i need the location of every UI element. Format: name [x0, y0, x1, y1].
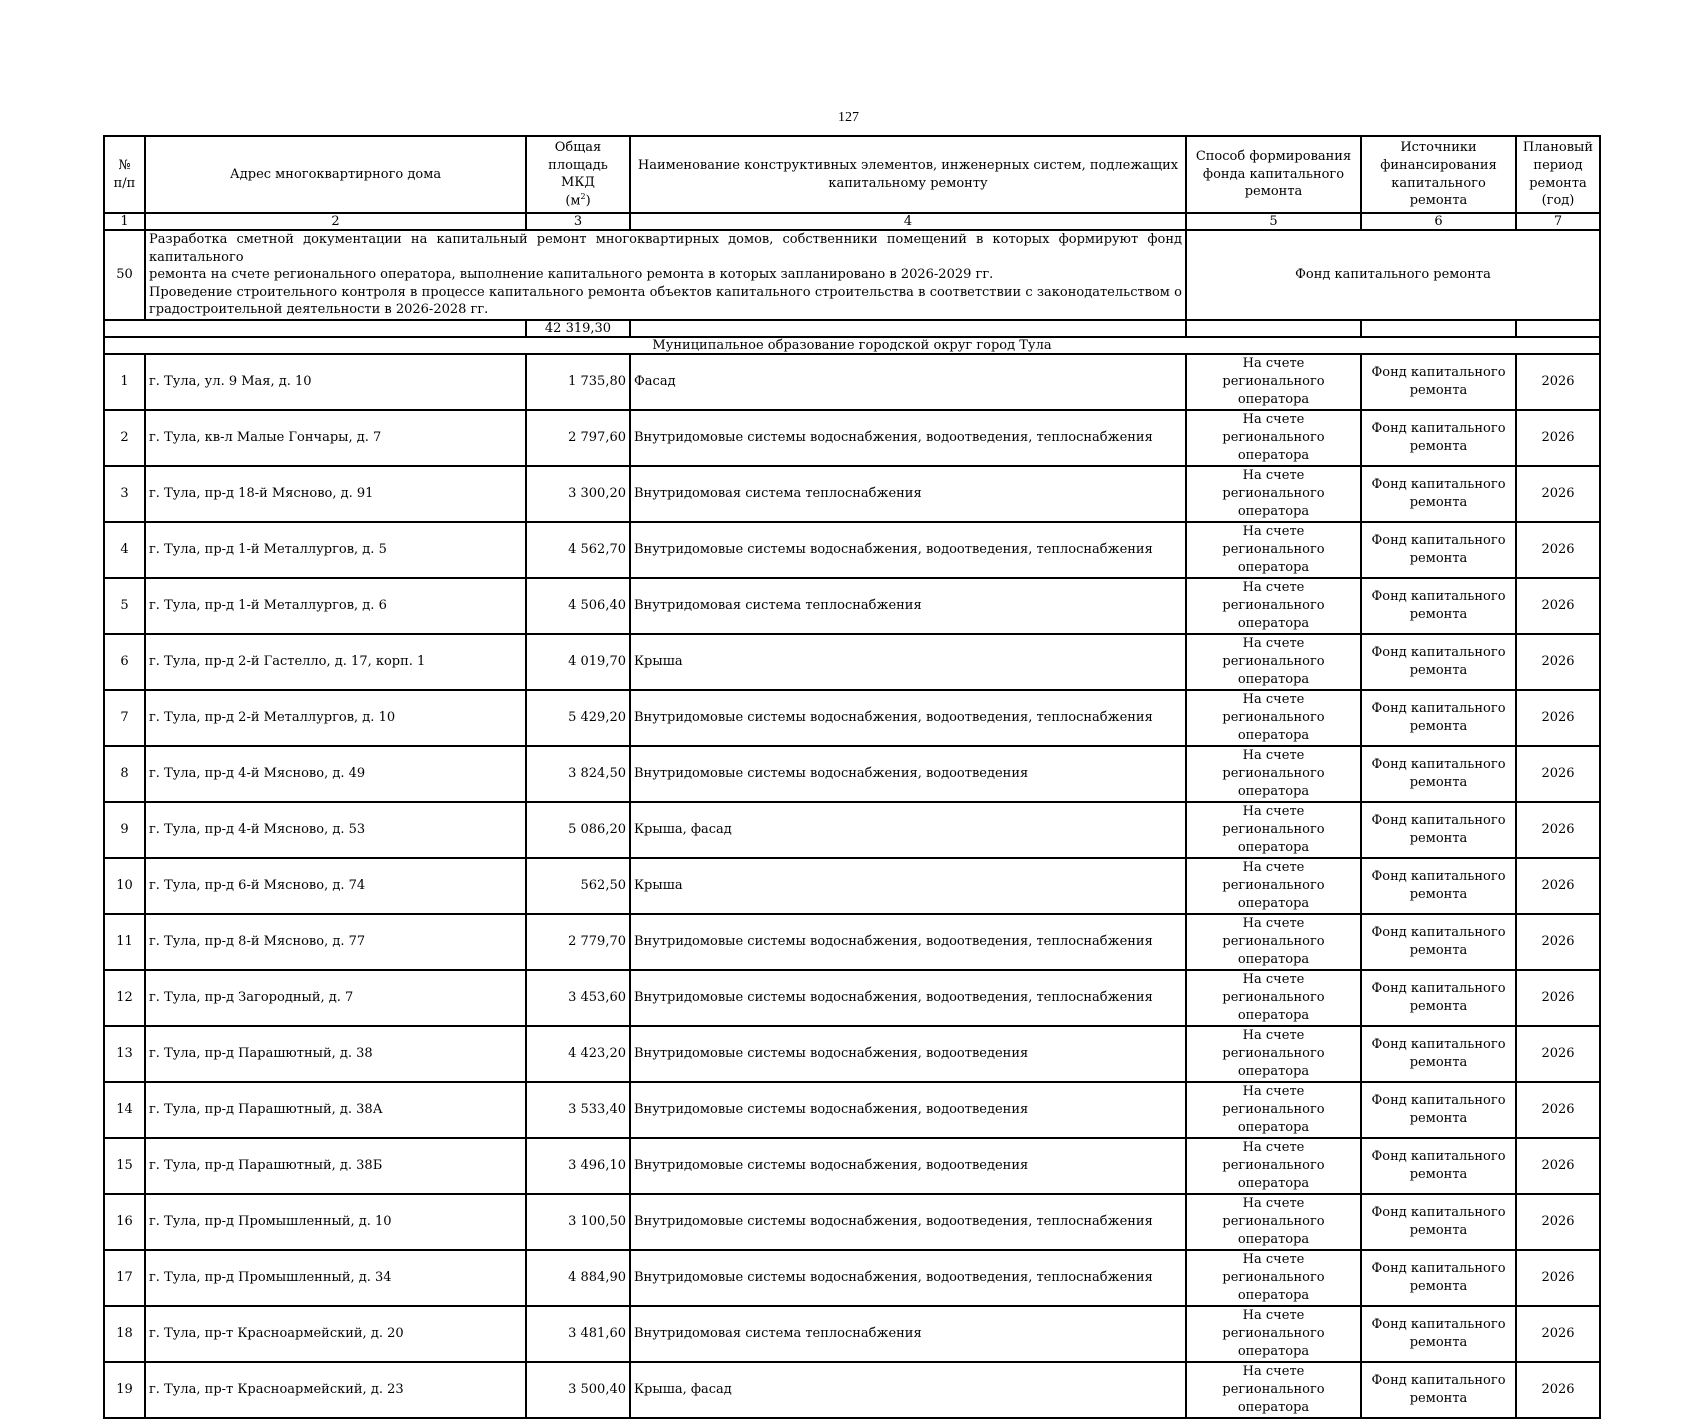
row-works: Внутридомовые системы водоснабжения, водоотведения, теплоснабжения	[630, 914, 1186, 970]
row-area: 3 824,50	[526, 746, 630, 802]
row-source: Фонд капитального ремонта	[1361, 914, 1516, 970]
column-number-row	[104, 213, 1600, 230]
row-area: 4 562,70	[526, 522, 630, 578]
header-source: Источники финансирования капитального ремонта	[1361, 136, 1516, 213]
column-number: 6	[1361, 213, 1516, 230]
row-number: 11	[104, 914, 145, 970]
row-works: Крыша, фасад	[630, 802, 1186, 858]
row-area: 1 735,80	[526, 354, 630, 410]
row-source: Фонд капитального ремонта	[1361, 1306, 1516, 1362]
row-method: На счете регионального оператора	[1186, 1194, 1361, 1250]
row-method: На счете регионального оператора	[1186, 858, 1361, 914]
municipality-title: Муниципальное образование городской округ город Тула	[104, 337, 1600, 354]
row-address: г. Тула, пр-д 4-й Мясново, д. 49	[145, 746, 526, 802]
row-source: Фонд капитального ремонта	[1361, 522, 1516, 578]
row-number: 3	[104, 466, 145, 522]
row-source: Фонд капитального ремонта	[1361, 858, 1516, 914]
row-number: 6	[104, 634, 145, 690]
table-row	[104, 1082, 1600, 1138]
row-area: 2 779,70	[526, 914, 630, 970]
row-address: г. Тула, пр-д Промышленный, д. 10	[145, 1194, 526, 1250]
row-works: Крыша, фасад	[630, 1362, 1186, 1418]
table-row	[104, 466, 1600, 522]
row-area: 3 496,10	[526, 1138, 630, 1194]
table-row	[104, 1138, 1600, 1194]
row-area: 4 423,20	[526, 1026, 630, 1082]
table-row	[104, 1362, 1600, 1418]
row-source: Фонд капитального ремонта	[1361, 802, 1516, 858]
row-method: На счете регионального оператора	[1186, 1250, 1361, 1306]
row-address: г. Тула, пр-т Красноармейский, д. 20	[145, 1306, 526, 1362]
row-source: Фонд капитального ремонта	[1361, 1138, 1516, 1194]
row-method: На счете регионального оператора	[1186, 1362, 1361, 1418]
table-row	[104, 634, 1600, 690]
row-area: 562,50	[526, 858, 630, 914]
row-number: 1	[104, 354, 145, 410]
row-method: На счете регионального оператора	[1186, 466, 1361, 522]
row-method: На счете регионального оператора	[1186, 914, 1361, 970]
row-address: г. Тула, пр-д 6-й Мясново, д. 74	[145, 858, 526, 914]
row-works: Внутридомовая система теплоснабжения	[630, 1306, 1186, 1362]
row-year: 2026	[1516, 354, 1600, 410]
row-works: Внутридомовая система теплоснабжения	[630, 578, 1186, 634]
row-area: 3 533,40	[526, 1082, 630, 1138]
row-area: 5 086,20	[526, 802, 630, 858]
row-method: На счете регионального оператора	[1186, 690, 1361, 746]
column-number: 7	[1516, 213, 1600, 230]
row-number: 17	[104, 1250, 145, 1306]
row-address: г. Тула, пр-т Красноармейский, д. 23	[145, 1362, 526, 1418]
row-works: Фасад	[630, 354, 1186, 410]
table-row	[104, 410, 1600, 466]
row-method: На счете регионального оператора	[1186, 578, 1361, 634]
total-empty	[104, 320, 526, 337]
page-number: 127	[838, 110, 859, 125]
row-works: Внутридомовая система теплоснабжения	[630, 466, 1186, 522]
row-works: Внутридомовые системы водоснабжения, водоотведения, теплоснабжения	[630, 1250, 1186, 1306]
row-method: На счете регионального оператора	[1186, 1082, 1361, 1138]
row-year: 2026	[1516, 578, 1600, 634]
row-source: Фонд капитального ремонта	[1361, 1082, 1516, 1138]
row-number: 9	[104, 802, 145, 858]
row-works: Внутридомовые системы водоснабжения, водоотведения	[630, 1138, 1186, 1194]
row-year: 2026	[1516, 1362, 1600, 1418]
row-address: г. Тула, пр-д Парашютный, д. 38Б	[145, 1138, 526, 1194]
column-number: 3	[526, 213, 630, 230]
row-source: Фонд капитального ремонта	[1361, 1362, 1516, 1418]
total-empty	[630, 320, 1186, 337]
row-number: 2	[104, 410, 145, 466]
row-number: 18	[104, 1306, 145, 1362]
total-area: 42 319,30	[526, 320, 630, 337]
row-source: Фонд капитального ремонта	[1361, 1026, 1516, 1082]
table-row	[104, 522, 1600, 578]
row-year: 2026	[1516, 746, 1600, 802]
row-address: г. Тула, пр-д 2-й Гастелло, д. 17, корп. 1	[145, 634, 526, 690]
row-works: Внутридомовые системы водоснабжения, водоотведения	[630, 1082, 1186, 1138]
column-number: 5	[1186, 213, 1361, 230]
header-method: Способ формирования фонда капитального ремонта	[1186, 136, 1361, 213]
row-address: г. Тула, пр-д Промышленный, д. 34	[145, 1250, 526, 1306]
row-method: На счете регионального оператора	[1186, 746, 1361, 802]
row-source: Фонд капитального ремонта	[1361, 1250, 1516, 1306]
row-source: Фонд капитального ремонта	[1361, 1194, 1516, 1250]
row-year: 2026	[1516, 914, 1600, 970]
row-method: На счете регионального оператора	[1186, 802, 1361, 858]
row-year: 2026	[1516, 634, 1600, 690]
row-address: г. Тула, пр-д Парашютный, д. 38	[145, 1026, 526, 1082]
row-area: 4 884,90	[526, 1250, 630, 1306]
row-year: 2026	[1516, 1250, 1600, 1306]
row-source: Фонд капитального ремонта	[1361, 578, 1516, 634]
task-description: Разработка сметной документации на капитальный ремонт многоквартирных домов, собственники помещений в которых формируют фонд капитального ремонта на счете регионального оператора, выполнение капитального ремонта в которых запланировано в 2026-2029 гг. Проведение строительного контроля в процессе капитального ремонта объектов капитального строительства в соответствии с законодательством о градостроительной деятельности в 2026-2028 гг.	[145, 230, 1186, 320]
row-year: 2026	[1516, 1306, 1600, 1362]
row-works: Внутридомовые системы водоснабжения, водоотведения, теплоснабжения	[630, 690, 1186, 746]
row-works: Внутридомовые системы водоснабжения, водоотведения, теплоснабжения	[630, 410, 1186, 466]
row-year: 2026	[1516, 1194, 1600, 1250]
municipality-row	[104, 337, 1600, 354]
row-method: На счете регионального оператора	[1186, 1138, 1361, 1194]
table-row	[104, 858, 1600, 914]
table-row	[104, 802, 1600, 858]
row-method: На счете регионального оператора	[1186, 522, 1361, 578]
row-address: г. Тула, кв-л Малые Гончары, д. 7	[145, 410, 526, 466]
row-works: Внутридомовые системы водоснабжения, водоотведения, теплоснабжения	[630, 522, 1186, 578]
row-works: Крыша	[630, 858, 1186, 914]
header-year: Плановый период ремонта (год)	[1516, 136, 1600, 213]
row-area: 3 500,40	[526, 1362, 630, 1418]
row-number: 8	[104, 746, 145, 802]
row-number: 5	[104, 578, 145, 634]
table-row	[104, 914, 1600, 970]
header-works: Наименование конструктивных элементов, инженерных систем, подлежащих капитальному ремонту	[630, 136, 1186, 213]
total-empty	[1361, 320, 1516, 337]
row-number: 7	[104, 690, 145, 746]
row-address: г. Тула, пр-д 1-й Металлургов, д. 6	[145, 578, 526, 634]
table-row	[104, 354, 1600, 410]
row-source: Фонд капитального ремонта	[1361, 690, 1516, 746]
row-method: На счете регионального оператора	[1186, 410, 1361, 466]
row-number: 10	[104, 858, 145, 914]
row-area: 3 481,60	[526, 1306, 630, 1362]
column-number: 2	[145, 213, 526, 230]
table-row	[104, 1250, 1600, 1306]
row-number: 12	[104, 970, 145, 1026]
row-source: Фонд капитального ремонта	[1361, 466, 1516, 522]
table-row	[104, 690, 1600, 746]
row-works: Крыша	[630, 634, 1186, 690]
row-address: г. Тула, пр-д 2-й Металлургов, д. 10	[145, 690, 526, 746]
total-empty	[1186, 320, 1361, 337]
row-number: 15	[104, 1138, 145, 1194]
row-method: На счете регионального оператора	[1186, 634, 1361, 690]
row-number: 16	[104, 1194, 145, 1250]
row-year: 2026	[1516, 1082, 1600, 1138]
table-row	[104, 1194, 1600, 1250]
row-address: г. Тула, пр-д Загородный, д. 7	[145, 970, 526, 1026]
row-source: Фонд капитального ремонта	[1361, 970, 1516, 1026]
column-number: 4	[630, 213, 1186, 230]
row-address: г. Тула, пр-д 8-й Мясново, д. 77	[145, 914, 526, 970]
row-year: 2026	[1516, 802, 1600, 858]
row-year: 2026	[1516, 410, 1600, 466]
row-address: г. Тула, пр-д 4-й Мясново, д. 53	[145, 802, 526, 858]
row-year: 2026	[1516, 466, 1600, 522]
total-empty	[1516, 320, 1600, 337]
header-row	[104, 136, 1600, 213]
table-row	[104, 970, 1600, 1026]
header-number: № п/п	[104, 136, 145, 213]
row-year: 2026	[1516, 970, 1600, 1026]
row-area: 4 019,70	[526, 634, 630, 690]
row-address: г. Тула, ул. 9 Мая, д. 10	[145, 354, 526, 410]
task-source: Фонд капитального ремонта	[1186, 230, 1600, 320]
row-year: 2026	[1516, 1026, 1600, 1082]
row-number: 13	[104, 1026, 145, 1082]
row-area: 2 797,60	[526, 410, 630, 466]
row-address: г. Тула, пр-д 1-й Металлургов, д. 5	[145, 522, 526, 578]
header-address: Адрес многоквартирного дома	[145, 136, 526, 213]
capital-repair-table	[103, 135, 1601, 1419]
column-number: 1	[104, 213, 145, 230]
row-year: 2026	[1516, 522, 1600, 578]
row-year: 2026	[1516, 690, 1600, 746]
row-area: 3 453,60	[526, 970, 630, 1026]
row-source: Фонд капитального ремонта	[1361, 410, 1516, 466]
row-address: г. Тула, пр-д Парашютный, д. 38А	[145, 1082, 526, 1138]
row-method: На счете регионального оператора	[1186, 970, 1361, 1026]
table-row	[104, 746, 1600, 802]
total-row	[104, 320, 1600, 337]
row-area: 4 506,40	[526, 578, 630, 634]
row-area: 3 300,20	[526, 466, 630, 522]
row-year: 2026	[1516, 1138, 1600, 1194]
row-source: Фонд капитального ремонта	[1361, 634, 1516, 690]
row-number: 19	[104, 1362, 145, 1418]
row-area: 5 429,20	[526, 690, 630, 746]
row-works: Внутридомовые системы водоснабжения, водоотведения	[630, 1026, 1186, 1082]
row-works: Внутридомовые системы водоснабжения, водоотведения	[630, 746, 1186, 802]
task-number: 50	[104, 230, 145, 320]
row-source: Фонд капитального ремонта	[1361, 354, 1516, 410]
header-area: Общая площадь МКД $(м^2)$	[526, 136, 630, 213]
row-address: г. Тула, пр-д 18-й Мясново, д. 91	[145, 466, 526, 522]
row-area: 3 100,50	[526, 1194, 630, 1250]
row-works: Внутридомовые системы водоснабжения, водоотведения, теплоснабжения	[630, 970, 1186, 1026]
task-row	[104, 230, 1600, 320]
row-method: На счете регионального оператора	[1186, 354, 1361, 410]
table-row	[104, 578, 1600, 634]
row-works: Внутридомовые системы водоснабжения, водоотведения, теплоснабжения	[630, 1194, 1186, 1250]
row-method: На счете регионального оператора	[1186, 1306, 1361, 1362]
row-source: Фонд капитального ремонта	[1361, 746, 1516, 802]
table-row	[104, 1026, 1600, 1082]
row-method: На счете регионального оператора	[1186, 1026, 1361, 1082]
row-number: 14	[104, 1082, 145, 1138]
row-year: 2026	[1516, 858, 1600, 914]
row-number: 4	[104, 522, 145, 578]
table-row	[104, 1306, 1600, 1362]
